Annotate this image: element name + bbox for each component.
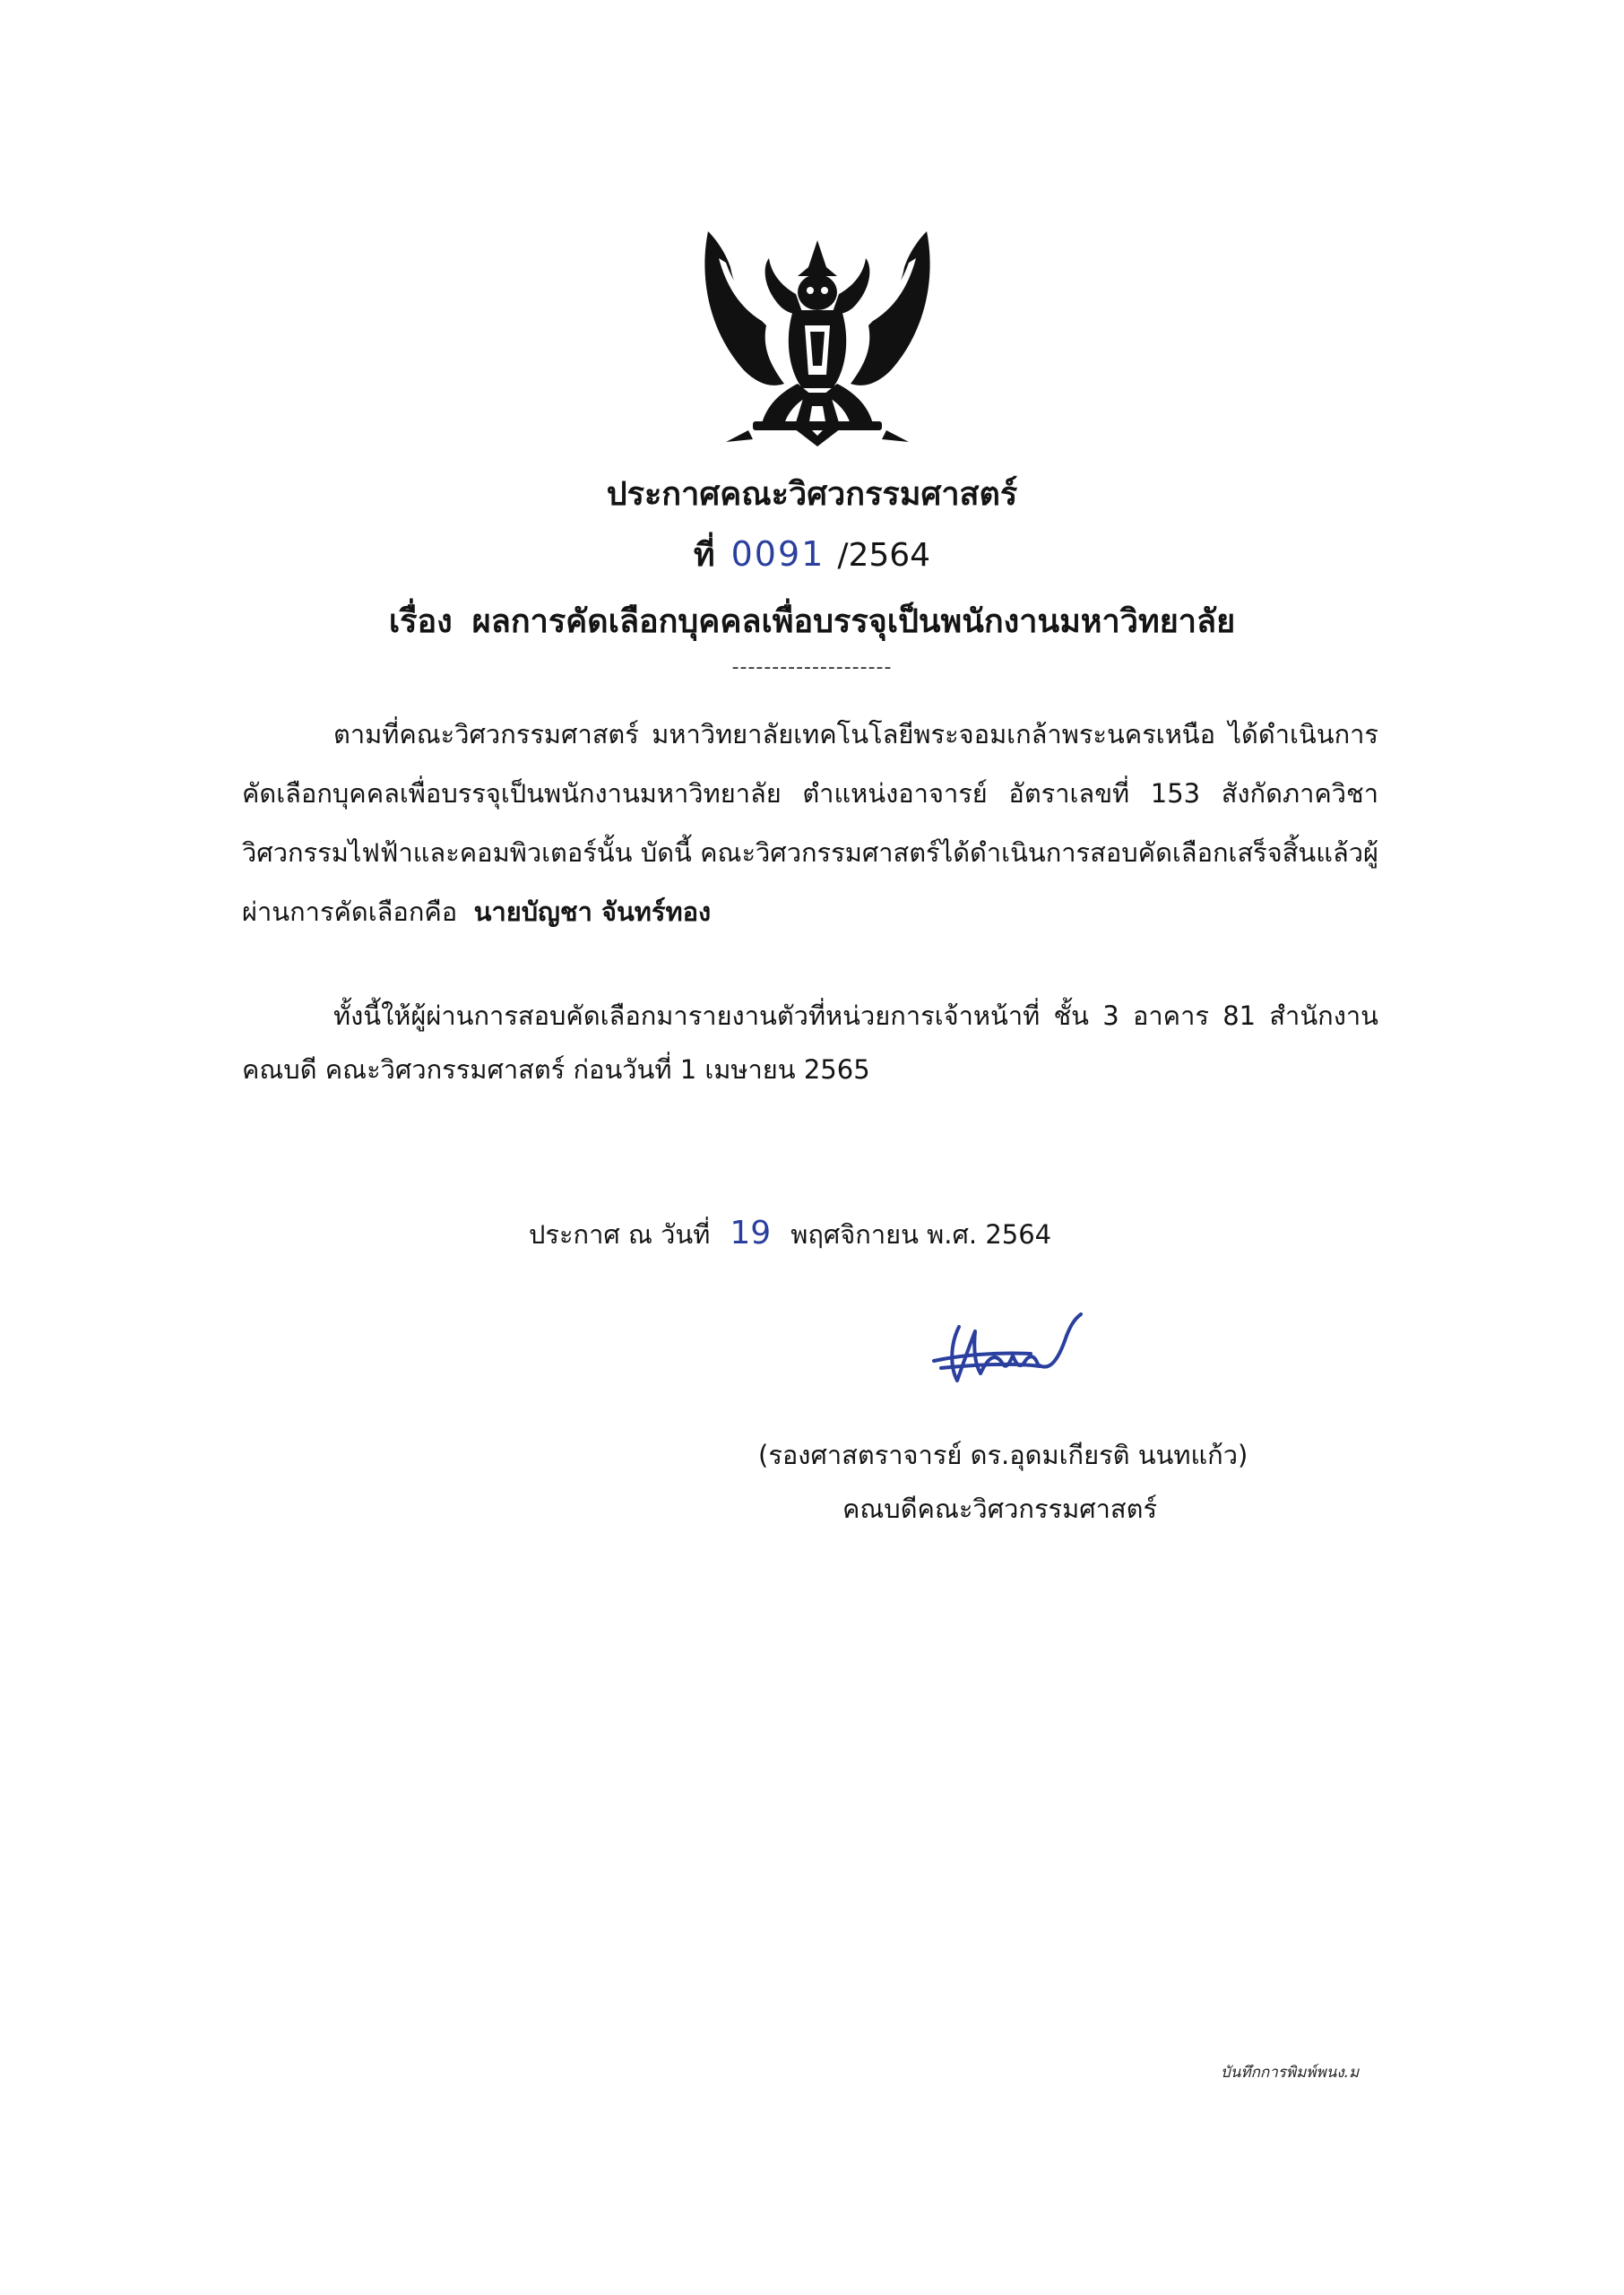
subject-label: เรื่อง xyxy=(388,603,453,640)
handwritten-day: 19 xyxy=(730,1215,772,1251)
number-label: ที่ xyxy=(693,537,715,574)
date-month-year: พฤศจิกายน พ.ศ. 2564 xyxy=(790,1219,1052,1250)
paragraph2-line1: ทั้งนี้ให้ผู้ผ่านการสอบคัดเลือกมารายงานตัวที่หน่วยการเจ้าหน้าที่ ชั้น 3 อาคาร 81 สำนักงาน xyxy=(333,1000,1378,1031)
announcement-subject xyxy=(0,595,1624,646)
divider: -------------------- xyxy=(731,656,893,679)
handwritten-signature xyxy=(923,1309,1093,1399)
paragraph1-line1: ตามที่คณะวิศวกรรมศาสตร์ มหาวิทยาลัยเทคโนโลยีพระจอมเกล้าพระนครเหนือ ได้ดำเนินการ xyxy=(333,719,1378,749)
announcement-title: ประกาศคณะวิศวกรรมศาสตร์ xyxy=(606,476,1018,513)
paragraph1-line2: คัดเลือกบุคคลเพื่อบรรจุเป็นพนักงานมหาวิทยาลัย ตำแหน่งอาจารย์ อัตราเลขที่ 153 สังกัดภาควิชา xyxy=(242,778,1378,809)
announcement-number xyxy=(0,529,1624,580)
selected-person: นายบัญชา จันทร์ทอง xyxy=(473,896,712,927)
number-year: /2564 xyxy=(837,537,931,574)
paragraph1-line3: วิศวกรรมไฟฟ้าและคอมพิวเตอร์นั้น บัดนี้ คณะวิศวกรรมศาสตร์ได้ดำเนินการสอบคัดเลือกเสร็จสิ้นแล้วผู้ xyxy=(242,837,1378,868)
announcement-date xyxy=(529,1214,1051,1255)
footer-note: บันทึกการพิมพ์พนง.ม xyxy=(1221,2064,1360,2082)
handwritten-number: 0091 xyxy=(730,534,825,574)
signatory-position: คณบดีคณะวิศวกรรมศาสตร์ xyxy=(842,1494,1158,1524)
date-prefix: ประกาศ ณ วันที่ xyxy=(529,1219,711,1250)
paragraph2-line2: คณบดี คณะวิศวกรรมศาสตร์ ก่อนวันที่ 1 เมษายน 2565 xyxy=(242,1054,870,1085)
signatory-name: (รองศาสตราจารย์ ดร.อุดมเกียรติ นนทแก้ว) xyxy=(758,1440,1248,1470)
paragraph1-line4 xyxy=(242,891,1378,932)
garuda-emblem-icon xyxy=(699,222,936,457)
subject-text: ผลการคัดเลือกบุคคลเพื่อบรรจุเป็นพนักงานมหาวิทยาลัย xyxy=(471,603,1236,640)
selected-label: ผ่านการคัดเลือกคือ xyxy=(242,896,458,927)
